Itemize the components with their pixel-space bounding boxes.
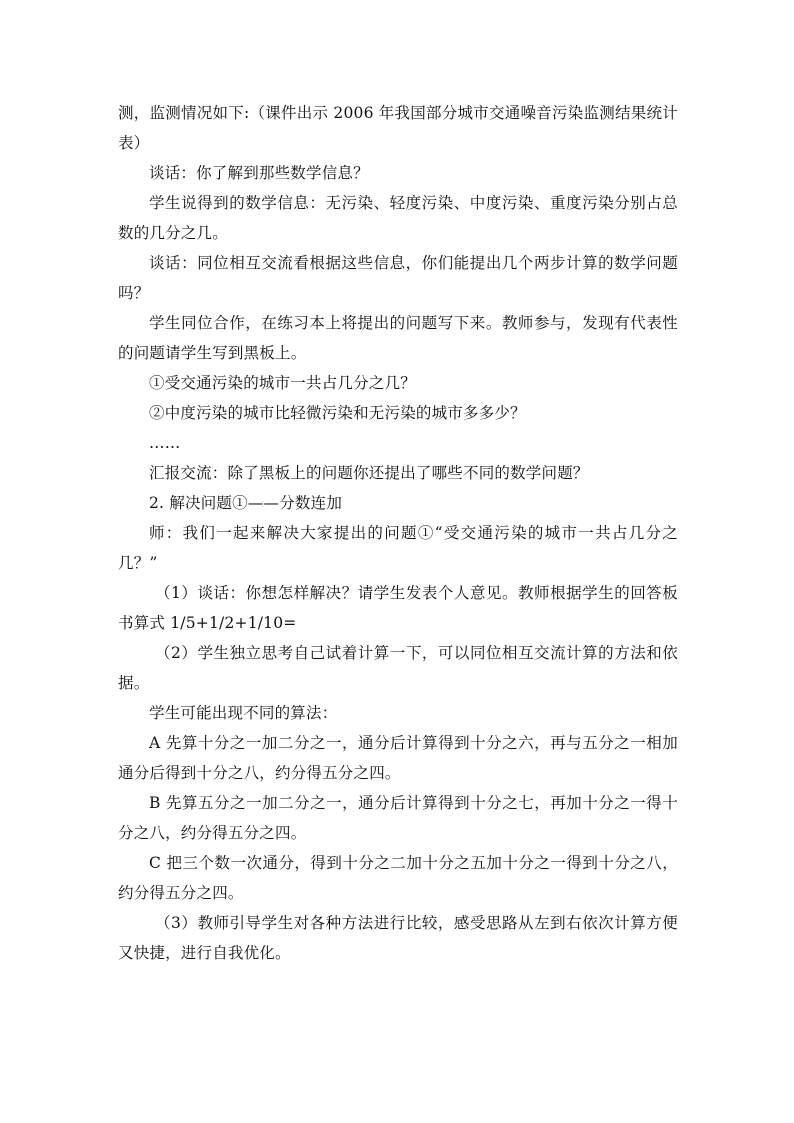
method-c: C 把三个数一次通分，得到十分之二加十分之五加十分之一得到十分之八，约分得五分之四。 (118, 854, 678, 902)
step-2: （2）学生独立思考自己试着计算一下，可以同位相互交流计算的方法和依据。 (118, 644, 678, 692)
method-b: B 先算五分之一加二分之一，通分后计算得到十分之七，再加十分之一得十分之八，约分得五分之四。 (118, 794, 678, 842)
paragraph-1: 测，监测情况如下:（课件出示 2006 年我国部分城市交通噪音污染监测结果统计表） (118, 104, 678, 152)
paragraph-report: 汇报交流：除了黑板上的问题你还提出了哪些不同的数学问题？ (149, 464, 589, 482)
paragraph-3: 学生说得到的数学信息：无污染、轻度污染、中度污染、重度污染分别占总数的几分之几。 (118, 194, 678, 242)
paragraph-teacher: 师：我们一起来解决大家提出的问题①“受交通污染的城市一共占几分之几？” (118, 524, 678, 572)
document-body (118, 98, 678, 968)
question-2: ②中度污染的城市比轻微污染和无污染的城市多多少？ (149, 404, 526, 422)
paragraph-4: 谈话：同位相互交流看根据这些信息，你们能提出几个两步计算的数学问题吗？ (118, 254, 678, 302)
paragraph-methods-intro: 学生可能出现不同的算法： (149, 704, 338, 722)
paragraph-2: 谈话：你了解到那些数学信息？ (149, 164, 369, 182)
question-1: ①受交通污染的城市一共占几分之几？ (149, 374, 416, 392)
ellipsis-line: …… (149, 434, 181, 452)
section-heading-2: 2. 解决问题①——分数连加 (149, 494, 343, 512)
paragraph-5: 学生同位合作，在练习本上将提出的问题写下来。教师参与，发现有代表性的问题请学生写到黑板上。 (118, 314, 678, 362)
step-3: （3）教师引导学生对各种方法进行比较，感受思路从左到右依次计算方便又快捷，进行自我优化。 (118, 914, 678, 962)
step-1: （1）谈话：你想怎样解决？请学生发表个人意见。教师根据学生的回答板书算式 1/5+1/2+1/10= (118, 584, 678, 632)
method-a: A 先算十分之一加二分之一，通分后计算得到十分之六，再与五分之一相加通分后得到十分之八，约分得五分之四。 (118, 734, 678, 782)
